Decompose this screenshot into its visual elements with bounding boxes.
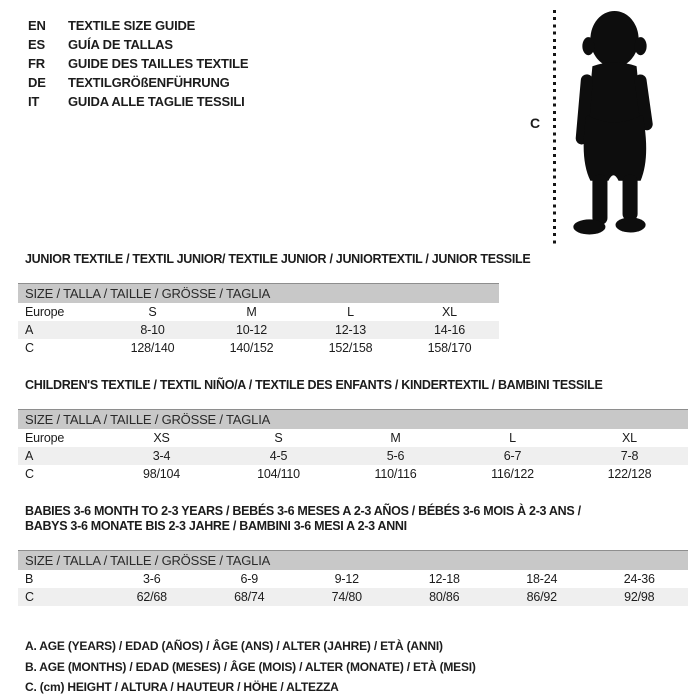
- row-cell: 3-6: [143, 572, 161, 586]
- row-cell: 14-16: [434, 323, 465, 337]
- row-cell: 6-9: [240, 572, 258, 586]
- row-label: Europe: [25, 305, 65, 319]
- table-row: [18, 588, 688, 606]
- row-cell: M: [246, 305, 257, 319]
- table-title-line: CHILDREN'S TEXTILE / TEXTIL NIÑO/A / TEXTILE DES ENFANTS / KINDERTEXTIL / BAMBINI TESSILE: [25, 378, 603, 392]
- row-cell: S: [274, 431, 283, 445]
- table-title-line: JUNIOR TEXTILE / TEXTIL JUNIOR/ TEXTILE JUNIOR / JUNIORTEXTIL / JUNIOR TESSILE: [25, 252, 531, 266]
- row-cell: 8-10: [140, 323, 165, 337]
- row-label: A: [25, 449, 34, 463]
- row-cell: 92/98: [624, 590, 655, 604]
- row-cell: M: [390, 431, 401, 445]
- language-row: [28, 92, 248, 111]
- height-measure-label: C: [530, 115, 541, 131]
- language-code: ES: [28, 37, 45, 52]
- language-code: EN: [28, 18, 46, 33]
- row-label: C: [25, 467, 34, 481]
- row-cell: 122/128: [607, 467, 652, 481]
- size-table: [18, 550, 688, 606]
- language-title: GUIDA ALLE TAGLIE TESSILI: [68, 94, 245, 109]
- table-title-line: BABIES 3-6 MONTH TO 2-3 YEARS / BEBÉS 3-6 MESES A 2-3 AÑOS / BÉBÉS 3-6 MOIS À 2-3 ANS /: [25, 504, 581, 518]
- row-cell: 152/158: [328, 341, 373, 355]
- row-cell: S: [148, 305, 157, 319]
- size-header-bar: SIZE / TALLA / TAILLE / GRÖSSE / TAGLIA: [18, 283, 499, 303]
- row-cell: 12-13: [335, 323, 366, 337]
- row-cell: XL: [442, 305, 457, 319]
- toddler-silhouette-icon: [562, 8, 668, 244]
- size-table-block: [18, 504, 690, 606]
- language-list: [28, 16, 248, 111]
- footnote-line: A. AGE (YEARS) / EDAD (AÑOS) / ÂGE (ANS) / ALTER (JAHRE) / ETÀ (ANNI): [25, 639, 443, 653]
- size-header-bar: SIZE / TALLA / TAILLE / GRÖSSE / TAGLIA: [18, 409, 688, 429]
- language-code: FR: [28, 56, 45, 71]
- footnotes: [25, 636, 690, 698]
- row-cell: 128/140: [130, 341, 175, 355]
- language-code: IT: [28, 94, 40, 109]
- row-cell: XL: [622, 431, 637, 445]
- table-title: [25, 378, 690, 393]
- language-title: TEXTILE SIZE GUIDE: [68, 18, 196, 33]
- row-label: C: [25, 341, 34, 355]
- table-row: [18, 339, 499, 357]
- row-cell: 5-6: [386, 449, 405, 463]
- row-cell: L: [347, 305, 354, 319]
- size-header-bar: SIZE / TALLA / TAILLE / GRÖSSE / TAGLIA: [18, 550, 688, 570]
- table-row: [18, 465, 688, 483]
- row-cell: 116/122: [491, 467, 534, 481]
- language-title: TEXTILGRÖßENFÜHRUNG: [68, 75, 230, 90]
- row-label: C: [25, 590, 34, 604]
- row-label: B: [25, 572, 34, 586]
- footnote-line: B. AGE (MONTHS) / EDAD (MESES) / ÂGE (MOIS) / ALTER (MONATE) / ETÀ (MESI): [25, 659, 476, 674]
- row-cell: 74/80: [331, 590, 362, 604]
- row-cell: 3-4: [152, 449, 171, 463]
- row-label: Europe: [25, 431, 65, 445]
- height-dashed-line: [553, 10, 556, 246]
- language-title: GUIDE DES TAILLES TEXTILE: [68, 56, 249, 71]
- row-cell: 24-36: [623, 572, 655, 586]
- row-cell: 62/68: [136, 590, 167, 604]
- row-cell: 10-12: [236, 323, 267, 337]
- size-figure: [500, 0, 700, 250]
- row-cell: 12-18: [428, 572, 460, 586]
- row-cell: L: [509, 431, 516, 445]
- row-cell: 4-5: [269, 449, 288, 463]
- row-cell: 98/104: [142, 467, 181, 481]
- table-row: [18, 429, 688, 447]
- table-title: [25, 504, 690, 534]
- language-row: [28, 73, 248, 92]
- row-cell: 86/92: [526, 590, 557, 604]
- footnote-line: C. (cm) HEIGHT / ALTURA / HAUTEUR / HÖHE / ALTEZZA: [25, 680, 339, 694]
- row-cell: 158/170: [427, 341, 472, 355]
- table-title: [25, 252, 690, 267]
- table-row: [18, 303, 499, 321]
- row-cell: 68/74: [234, 590, 265, 604]
- language-code: DE: [28, 75, 46, 90]
- table-row: [18, 447, 688, 465]
- language-row: [28, 54, 248, 73]
- table-row: [18, 570, 688, 588]
- row-cell: 6-7: [503, 449, 522, 463]
- row-cell: 104/110: [257, 467, 300, 481]
- table-row: [18, 321, 499, 339]
- row-cell: 140/152: [229, 341, 274, 355]
- size-table: [18, 409, 688, 483]
- row-cell: 80/86: [429, 590, 460, 604]
- row-label: A: [25, 323, 34, 337]
- row-cell: XS: [153, 431, 170, 445]
- row-cell: 18-24: [526, 572, 558, 586]
- size-guide-content: [18, 252, 690, 698]
- language-title: GUÍA DE TALLAS: [68, 37, 173, 52]
- row-cell: 7-8: [620, 449, 639, 463]
- size-table-block: [18, 252, 690, 357]
- language-row: [28, 16, 248, 35]
- language-row: [28, 35, 248, 54]
- table-title-line: BABYS 3-6 MONATE BIS 2-3 JAHRE / BAMBINI 3-6 MESI A 2-3 ANNI: [25, 519, 407, 533]
- size-table-block: [18, 378, 690, 483]
- row-cell: 110/116: [374, 467, 417, 481]
- size-table: [18, 283, 499, 357]
- row-cell: 9-12: [334, 572, 359, 586]
